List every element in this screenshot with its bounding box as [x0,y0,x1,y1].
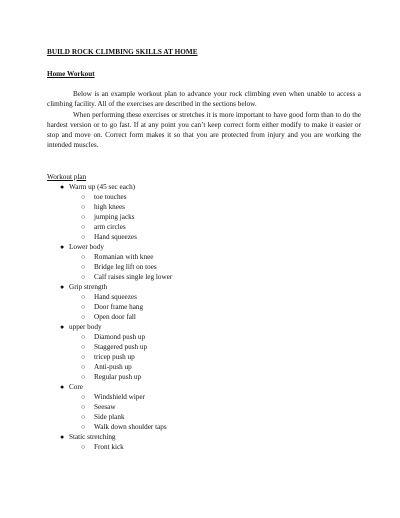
plan-sublist [69,252,172,282]
plan-item [69,212,172,222]
plan-item [69,412,172,422]
plan-item-label: Door frame hang [94,303,144,311]
plan-item-label: Diamond push up [94,333,146,341]
plan-group [47,432,172,452]
plan-item [69,422,172,432]
plan-item [69,352,172,362]
plan-item [69,372,172,382]
bullet-icon: ● [60,183,65,191]
plan-group-label: Warm up (45 sec each) [69,183,136,191]
plan-item-label: Walk down shoulder taps [94,423,167,431]
workout-plan-list [47,182,172,452]
hollow-bullet-icon: ○ [81,223,86,231]
hollow-bullet-icon: ○ [81,333,86,341]
plan-group-label: Lower body [69,243,104,251]
hollow-bullet-icon: ○ [81,303,86,311]
hollow-bullet-icon: ○ [81,253,86,261]
hollow-bullet-icon: ○ [81,403,86,411]
hollow-bullet-icon: ○ [81,423,86,431]
plan-item [69,302,172,312]
section-heading: Home Workout [47,70,95,78]
hollow-bullet-icon: ○ [81,373,86,381]
plan-group [47,242,172,282]
plan-item [69,342,172,352]
bullet-icon: ● [60,323,65,331]
bullet-icon: ● [60,283,65,291]
plan-item [69,292,172,302]
hollow-bullet-icon: ○ [81,353,86,361]
plan-item-label: jumping jacks [94,213,135,221]
plan-item [69,262,172,272]
plan-item [69,362,172,372]
plan-item-label: Regular push up [94,373,142,381]
plan-sublist [69,192,172,242]
hollow-bullet-icon: ○ [81,363,86,371]
plan-sublist [69,392,172,432]
form-paragraph: When performing these exercises or stretches it is more important to have good form than to do the hardest version or to go fast. If at any point you can’t keep correct form either modify to make it easier or stop and move on. Correct form makes it so that you are protected from injury and you are working the intended muscles. [47,111,361,149]
plan-group-label: Core [69,383,83,391]
hollow-bullet-icon: ○ [81,313,86,321]
plan-item-label: toe touches [94,193,127,201]
plan-item-label: arm circles [94,223,126,231]
plan-group [47,282,172,322]
plan-group [47,382,172,432]
hollow-bullet-icon: ○ [81,293,86,301]
hollow-bullet-icon: ○ [81,193,86,201]
plan-group-label: Static stretching [69,433,116,441]
plan-sublist [69,442,172,452]
plan-group [47,322,172,382]
plan-group-label: upper body [69,323,102,331]
hollow-bullet-icon: ○ [81,213,86,221]
hollow-bullet-icon: ○ [81,393,86,401]
plan-item-label: Front kick [94,443,124,451]
plan-item [69,202,172,212]
plan-item-label: high knees [94,203,125,211]
hollow-bullet-icon: ○ [81,263,86,271]
hollow-bullet-icon: ○ [81,343,86,351]
plan-item [69,312,172,322]
plan-item-label: Bridge leg lift on toes [94,263,157,271]
plan-item-label: Staggered push up [94,343,148,351]
hollow-bullet-icon: ○ [81,413,86,421]
plan-item-label: tricep push up [94,353,135,361]
plan-item [69,252,172,262]
plan-item-label: Calf raises single leg lower [94,273,173,281]
plan-item-label: Side plank [94,413,125,421]
bullet-icon: ● [60,243,65,251]
intro-paragraph: Below is an example workout plan to advance your rock climbing even when unable to access a climbing facility. All of the exercises are described in the sections below. [47,90,361,108]
document-title: BUILD ROCK CLIMBING SKILLS AT HOME [47,48,198,56]
plan-item [69,272,172,282]
workout-plan-heading: Workout plan [47,173,87,181]
plan-item [69,192,172,202]
plan-item-label: Windshield wiper [94,393,146,401]
bullet-icon: ● [60,383,65,391]
plan-item [69,332,172,342]
hollow-bullet-icon: ○ [81,273,86,281]
hollow-bullet-icon: ○ [81,203,86,211]
plan-item [69,442,172,452]
plan-item [69,232,172,242]
plan-item [69,392,172,402]
plan-sublist [69,332,172,382]
plan-group-label: Grip strength [69,283,108,291]
plan-item-label: Anti-push up [94,363,132,371]
bullet-icon: ● [60,433,65,441]
plan-item-label: Seesaw [94,403,116,411]
plan-item-label: Hand squeezes [94,293,137,301]
plan-item-label: Hand squeezes [94,233,137,241]
plan-sublist [69,292,172,322]
plan-item [69,222,172,232]
plan-item-label: Romanian with knee [94,253,154,261]
hollow-bullet-icon: ○ [81,233,86,241]
plan-item [69,402,172,412]
plan-group [47,182,172,242]
plan-item-label: Open door fall [94,313,136,321]
hollow-bullet-icon: ○ [81,443,86,451]
